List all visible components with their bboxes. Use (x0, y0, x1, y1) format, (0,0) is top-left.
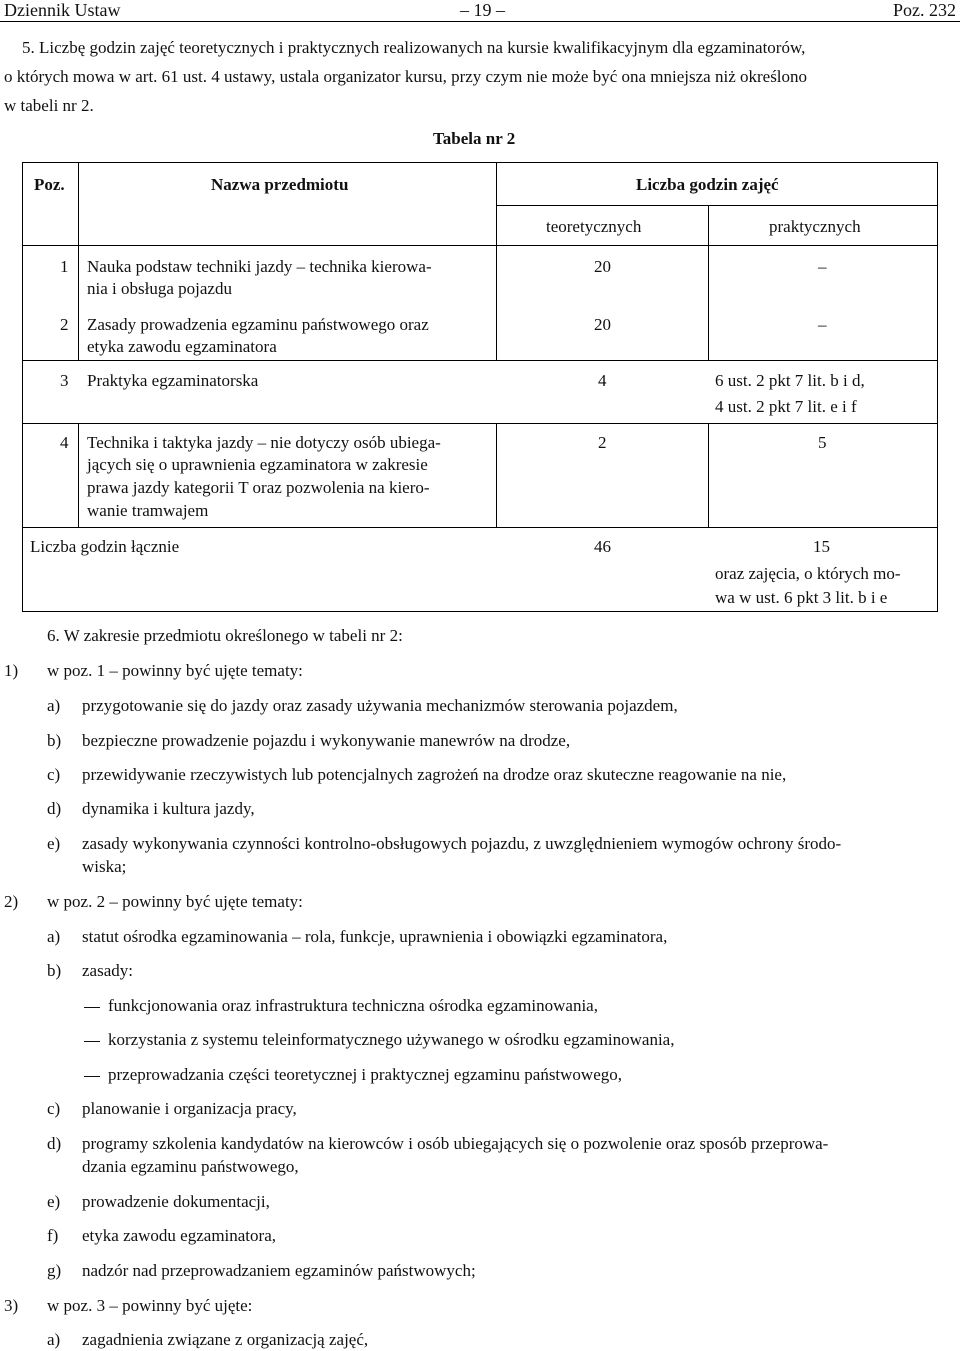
point-3a-text: zagadnienia związane z organizacją zajęć, (82, 1330, 369, 1349)
page-number: – 19 – (460, 0, 505, 20)
row-line-2 (22, 360, 938, 361)
point-2b-letter: b) (47, 961, 62, 980)
row-4-name-line-4: wanie tramwajem (87, 501, 209, 520)
point-1c-text: przewidywanie rzeczywistych lub potencjalnych zagrożeń na drodze oraz skuteczne reagowanie na nie, (82, 765, 787, 784)
intro-line-2: o których mowa w art. 61 ust. 4 ustawy, ustala organizator kursu, przy czym nie może być ona mniejsza niż określono (4, 67, 808, 86)
header-hours: Liczba godzin zajęć (636, 175, 779, 194)
point-2a-letter: a) (47, 927, 61, 946)
col-line-name (496, 162, 497, 360)
row-4-name-line-2: jących się o uprawnienia egzaminatora w zakresie (87, 455, 428, 474)
point-3a-letter: a) (47, 1330, 61, 1349)
point-2f-text: etyka zawodu egzaminatora, (82, 1226, 276, 1245)
row-1-name-line-1: Nauka podstaw techniki jazdy – technika kierowa- (87, 257, 432, 276)
dash-item-3-text: przeprowadzania części teoretycznej i praktycznej egzaminu państwowego, (108, 1065, 623, 1084)
row-4-number: 4 (60, 433, 69, 452)
position-number: Poz. 232 (893, 0, 956, 20)
row-3-theory: 4 (598, 371, 607, 390)
row-2-name-line-2: etyka zawodu egzaminatora (87, 337, 277, 356)
dash-item-3 (84, 1065, 100, 1085)
table-title: Tabela nr 2 (433, 129, 516, 148)
row-1-practice: – (818, 257, 827, 276)
row-4-practice: 5 (818, 433, 827, 452)
total-theory: 46 (594, 537, 611, 556)
point-2e-text: prowadzenie dokumentacji, (82, 1192, 270, 1211)
row-2-number: 2 (60, 315, 69, 334)
point-2d-text: programy szkolenia kandydatów na kierowców i osób ubiegających się o pozwolenie oraz sposób przeprowa- (82, 1134, 829, 1153)
dash-item-2-text: korzystania z systemu teleinformatycznego używanego w ośrodku egzaminowania, (108, 1030, 675, 1049)
row-3-name-line-1: Praktyka egzaminatorska (87, 371, 259, 390)
col-line-theory (708, 205, 709, 360)
dash-icon (84, 1076, 100, 1077)
header-theory: teoretycznych (546, 217, 642, 236)
header-practice: praktycznych (769, 217, 861, 236)
row-line-3 (22, 423, 938, 424)
row-3-practice-line-2: 4 ust. 2 pkt 7 lit. e i f (715, 397, 857, 416)
total-practice-note-2: wa w ust. 6 pkt 3 lit. b i e (715, 588, 888, 607)
row-4-name-line-3: prawa jazdy kategorii T oraz pozwolenia na kiero- (87, 478, 430, 497)
point-1a-text: przygotowanie się do jazdy oraz zasady używania mechanizmów sterowania pojazdem, (82, 696, 678, 715)
point-2d-letter: d) (47, 1134, 62, 1153)
row-line-4 (22, 527, 938, 528)
total-practice: 15 (813, 537, 830, 556)
row-2-theory: 20 (594, 315, 611, 334)
point-3-number: 3) (4, 1296, 19, 1315)
point-1d-letter: d) (47, 799, 62, 818)
point-1e-text: zasady wykonywania czynności kontrolno-obsługowych pojazdu, z uwzględnieniem wymogów ochrony środo- (82, 834, 842, 853)
dash-icon (84, 1007, 100, 1008)
header-rule (0, 21, 960, 22)
point-1c-letter: c) (47, 765, 61, 784)
row-1-theory: 20 (594, 257, 611, 276)
row-2-name-line-1: Zasady prowadzenia egzaminu państwowego oraz (87, 315, 429, 334)
point-2b-text: zasady: (82, 961, 133, 980)
row-3-practice-line-1: 6 ust. 2 pkt 7 lit. b i d, (715, 371, 865, 390)
row-4-name-line-1: Technika i taktyka jazdy – nie dotyczy osób ubiega- (87, 433, 441, 452)
row-line-header-bottom (22, 245, 938, 246)
header-poz: Poz. (34, 175, 65, 194)
point-1b-text: bezpieczne prowadzenie pojazdu i wykonywanie manewrów na drodze, (82, 731, 571, 750)
point-2-number: 2) (4, 892, 19, 911)
point-1e-text-cont: wiska; (82, 857, 127, 876)
intro-line-3: w tabeli nr 2. (4, 96, 94, 115)
point-1-number: 1) (4, 661, 19, 680)
point-1b-letter: b) (47, 731, 62, 750)
point-2f-letter: f) (47, 1226, 59, 1245)
point-1a-letter: a) (47, 696, 61, 715)
row-1-number: 1 (60, 257, 69, 276)
point-1-text: w poz. 1 – powinny być ujęte tematy: (47, 661, 303, 680)
point-2g-text: nadzór nad przeprowadzaniem egzaminów państwowych; (82, 1261, 476, 1280)
row-2-practice: – (818, 315, 827, 334)
intro-line-1: 5. Liczbę godzin zajęć teoretycznych i praktycznych realizowanych na kursie kwalifikacyjnym dla egzaminatorów, (22, 38, 806, 57)
point-1d-text: dynamika i kultura jazdy, (82, 799, 255, 818)
point-2c-text: planowanie i organizacja pracy, (82, 1099, 297, 1118)
point-2a-text: statut ośrodka egzaminowania – rola, funkcje, uprawnienia i obowiązki egzaminatora, (82, 927, 668, 946)
col-line-poz (78, 162, 79, 360)
col-line-poz-row4 (78, 423, 79, 527)
col-line-name-row4 (496, 423, 497, 527)
total-practice-note-1: oraz zajęcia, o których mo- (715, 564, 901, 583)
dash-icon (84, 1041, 100, 1042)
section-6-intro: 6. W zakresie przedmiotu określonego w tabeli nr 2: (47, 626, 403, 645)
dash-item-1-text: funkcjonowania oraz infrastruktura techniczna ośrodka egzaminowania, (108, 996, 598, 1015)
header-subject-name: Nazwa przedmiotu (211, 175, 349, 194)
journal-title: Dziennik Ustaw (4, 0, 121, 20)
row-4-theory: 2 (598, 433, 607, 452)
point-2c-letter: c) (47, 1099, 61, 1118)
point-2-text: w poz. 2 – powinny być ujęte tematy: (47, 892, 303, 911)
point-2g-letter: g) (47, 1261, 62, 1280)
total-label: Liczba godzin łącznie (30, 537, 180, 556)
dash-item-2 (84, 1030, 100, 1050)
point-2e-letter: e) (47, 1192, 61, 1211)
row-1-name-line-2: nia i obsługa pojazdu (87, 279, 232, 298)
point-2d-text-cont: dzania egzaminu państwowego, (82, 1157, 299, 1176)
row-3-number: 3 (60, 371, 69, 390)
point-3-text: w poz. 3 – powinny być ujęte: (47, 1296, 253, 1315)
row-line-subheader (496, 205, 938, 206)
point-1e-letter: e) (47, 834, 61, 853)
col-line-theory-row4 (708, 423, 709, 527)
dash-item-1 (84, 996, 100, 1016)
